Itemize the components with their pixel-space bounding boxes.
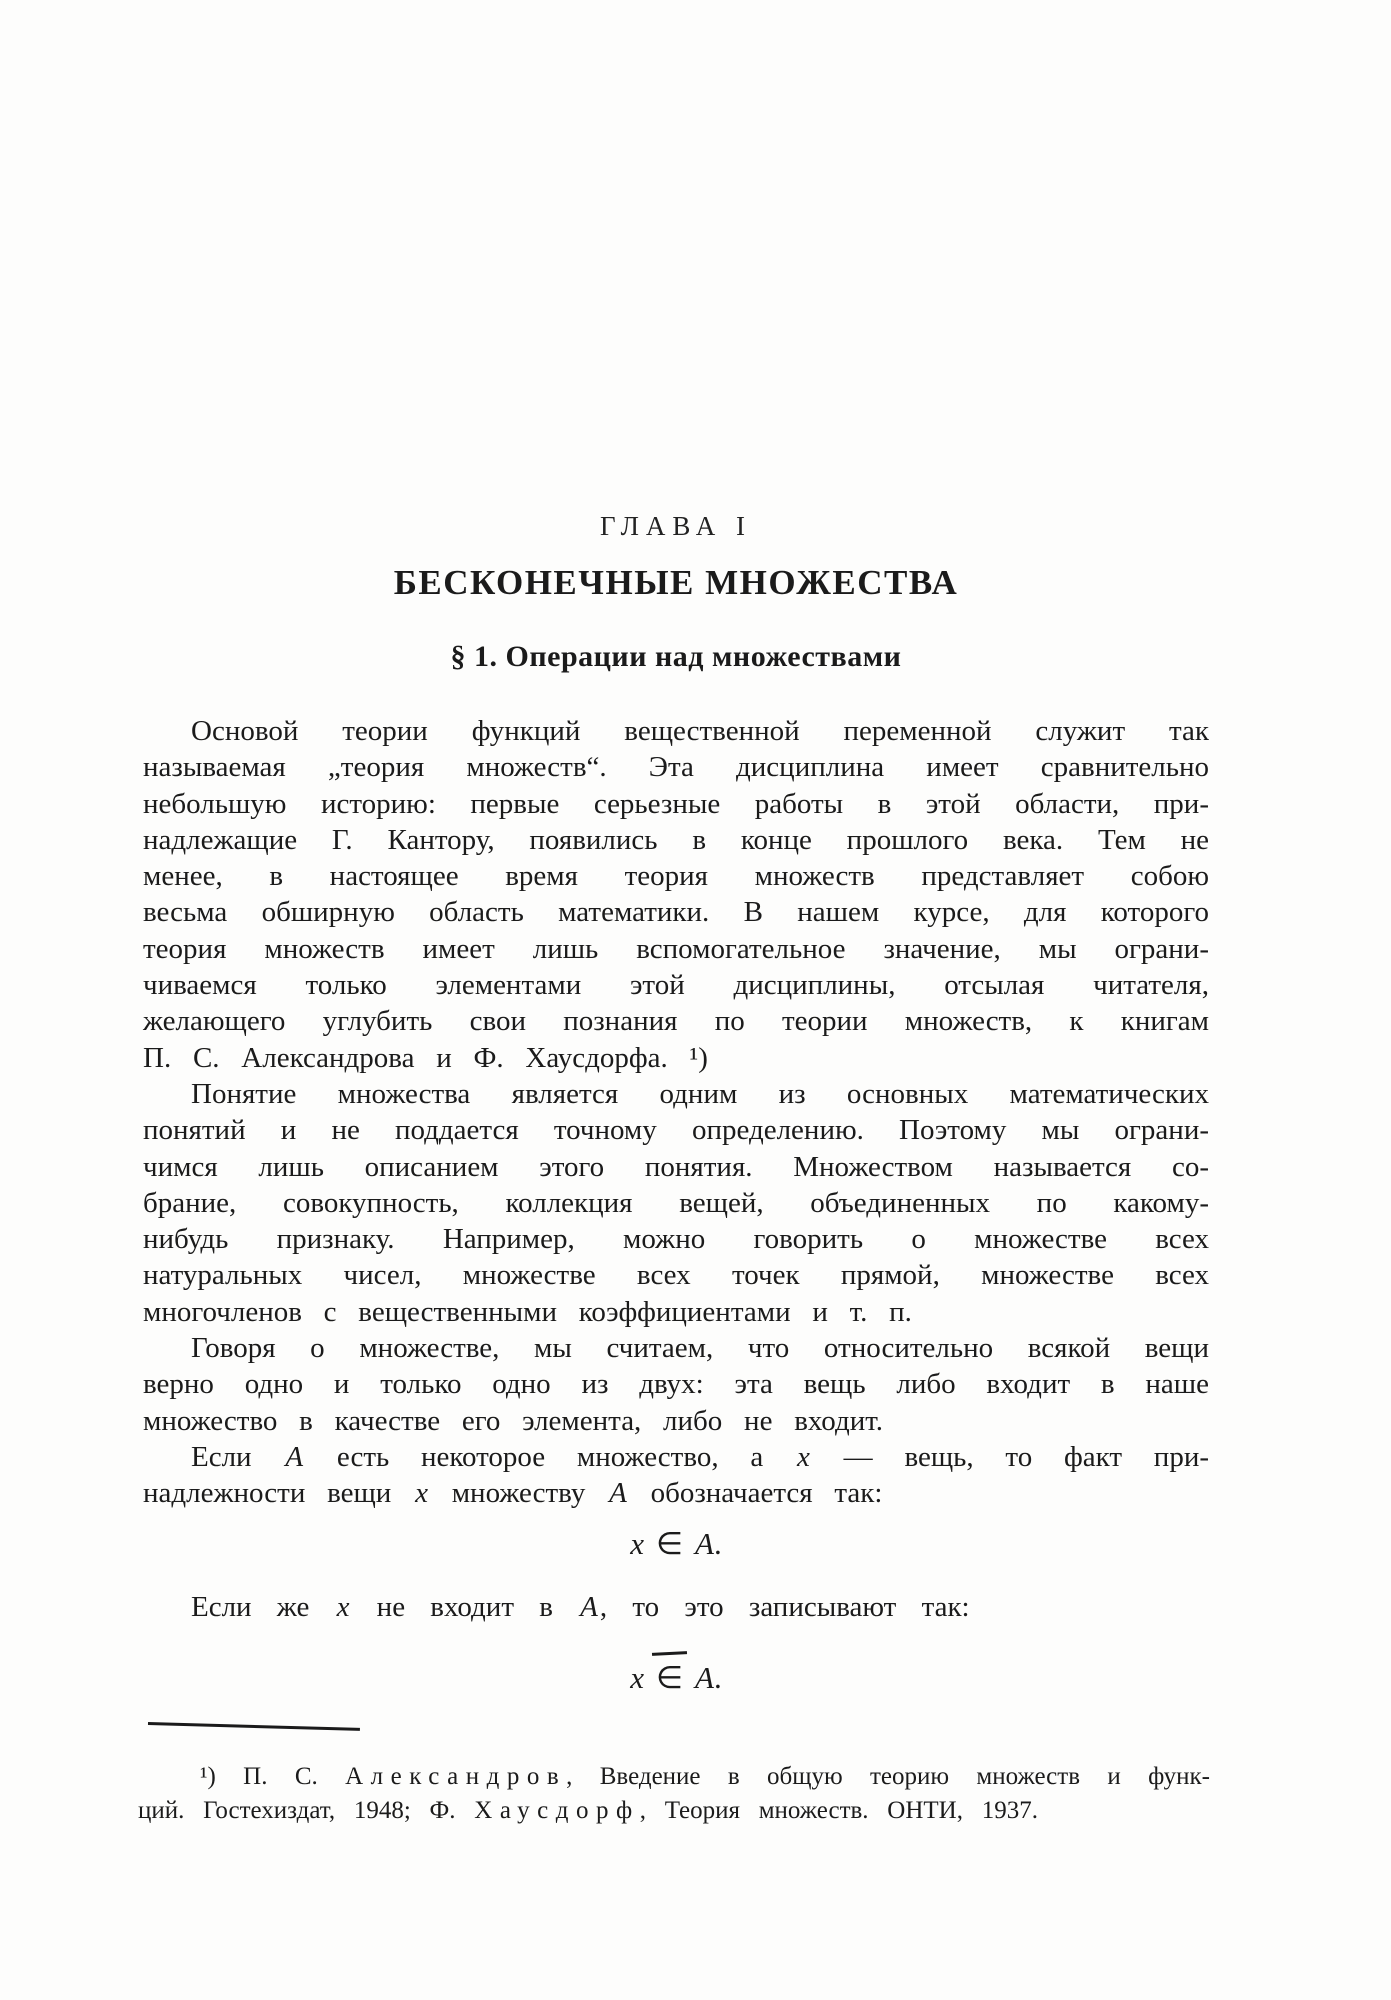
- chapter-title: БЕСКОНЕЧНЫЕ МНОЖЕСТВА: [393, 563, 959, 602]
- formula-variable-x: x: [630, 1526, 645, 1561]
- formula-period: .: [713, 1526, 722, 1561]
- paragraph-3: [143, 1330, 1209, 1439]
- text-line: надлежащие Г. Кантору, появились в конце прошлого века. Тем не: [143, 823, 1209, 856]
- formula-variable-a: A: [695, 1526, 714, 1561]
- text-line: Основой теории функций вещественной переменной служит так: [191, 715, 1209, 747]
- formula-variable-a: A: [695, 1660, 714, 1695]
- footnote: [138, 1760, 1210, 1827]
- formula-period: .: [713, 1660, 722, 1695]
- text-line: П. С. Александрова и Ф. Хаусдорфа. ¹): [143, 1041, 708, 1074]
- formula-membership: [143, 1524, 1209, 1564]
- footnote-rule: [148, 1722, 360, 1731]
- text-line: Если A есть некоторое множество, а x — вещь, то факт при-: [191, 1440, 1209, 1473]
- text-line: натуральных чисел, множестве всех точек прямой, множестве всех: [143, 1259, 1209, 1292]
- text-line: теория множеств имеет лишь вспомогательное значение, мы ограни-: [143, 932, 1209, 965]
- text-line: множество в качестве его элемента, либо не входит.: [143, 1404, 883, 1437]
- chapter-label: ГЛАВА I: [600, 511, 752, 541]
- paragraph-4: [143, 1439, 1209, 1512]
- text-line: называемая „теория множеств“. Эта дисциплина имеет сравнительно: [143, 751, 1209, 784]
- formula-variable-x: x: [630, 1660, 645, 1695]
- footnote-line: ¹) П. С. Александров, Введение в общую теорию множеств и функ-: [200, 1763, 1210, 1790]
- text-line: менее, в настоящее время теория множеств представляет собою: [143, 860, 1209, 893]
- text-line: верно одно и только одно из двух: эта вещь либо входит в наше: [143, 1368, 1209, 1401]
- text-line: Если же x не входит в A, то это записывают так:: [191, 1591, 970, 1623]
- text-line: Понятие множества является одним из основных математических: [191, 1077, 1209, 1110]
- section-heading: § 1. Операции над множествами: [450, 640, 902, 673]
- body-text: [143, 713, 1209, 1512]
- not-element-of-icon: ∈: [644, 1658, 695, 1698]
- text-line: нибудь признаку. Например, можно говорить о множестве всех: [143, 1223, 1209, 1256]
- paragraph-1: [143, 713, 1209, 1076]
- text-line: весьма обширную область математики. В нашем курсе, для которого: [143, 896, 1209, 929]
- formula-non-membership: [143, 1658, 1209, 1698]
- text-line: чиваемся только элементами этой дисциплины, отсылая читателя,: [143, 969, 1209, 1002]
- text-line: надлежности вещи x множеству A обозначается так:: [143, 1477, 883, 1510]
- text-line: понятий и не поддается точному определению. Поэтому мы ограни-: [143, 1114, 1209, 1147]
- text-line: чимся лишь описанием этого понятия. Множеством называется со-: [143, 1150, 1209, 1183]
- text-line: желающего углубить свои познания по теории множеств, к книгам: [143, 1005, 1209, 1038]
- paragraph-5: [143, 1589, 1209, 1625]
- paragraph-2: [143, 1076, 1209, 1330]
- text-line: небольшую историю: первые серьезные работы в этой области, при-: [143, 787, 1209, 820]
- footnote-line: ций. Гостехиздат, 1948; Ф. Хаусдорф, Теория множеств. ОНТИ, 1937.: [138, 1796, 1038, 1824]
- text-line: многочленов с вещественными коэффициентами и т. п.: [143, 1295, 912, 1328]
- element-of-icon: ∈: [656, 1526, 684, 1561]
- text-line: брание, совокупность, коллекция вещей, объединенных по какому-: [143, 1186, 1209, 1219]
- text-line: Говоря о множестве, мы считаем, что относительно всякой вещи: [191, 1332, 1209, 1365]
